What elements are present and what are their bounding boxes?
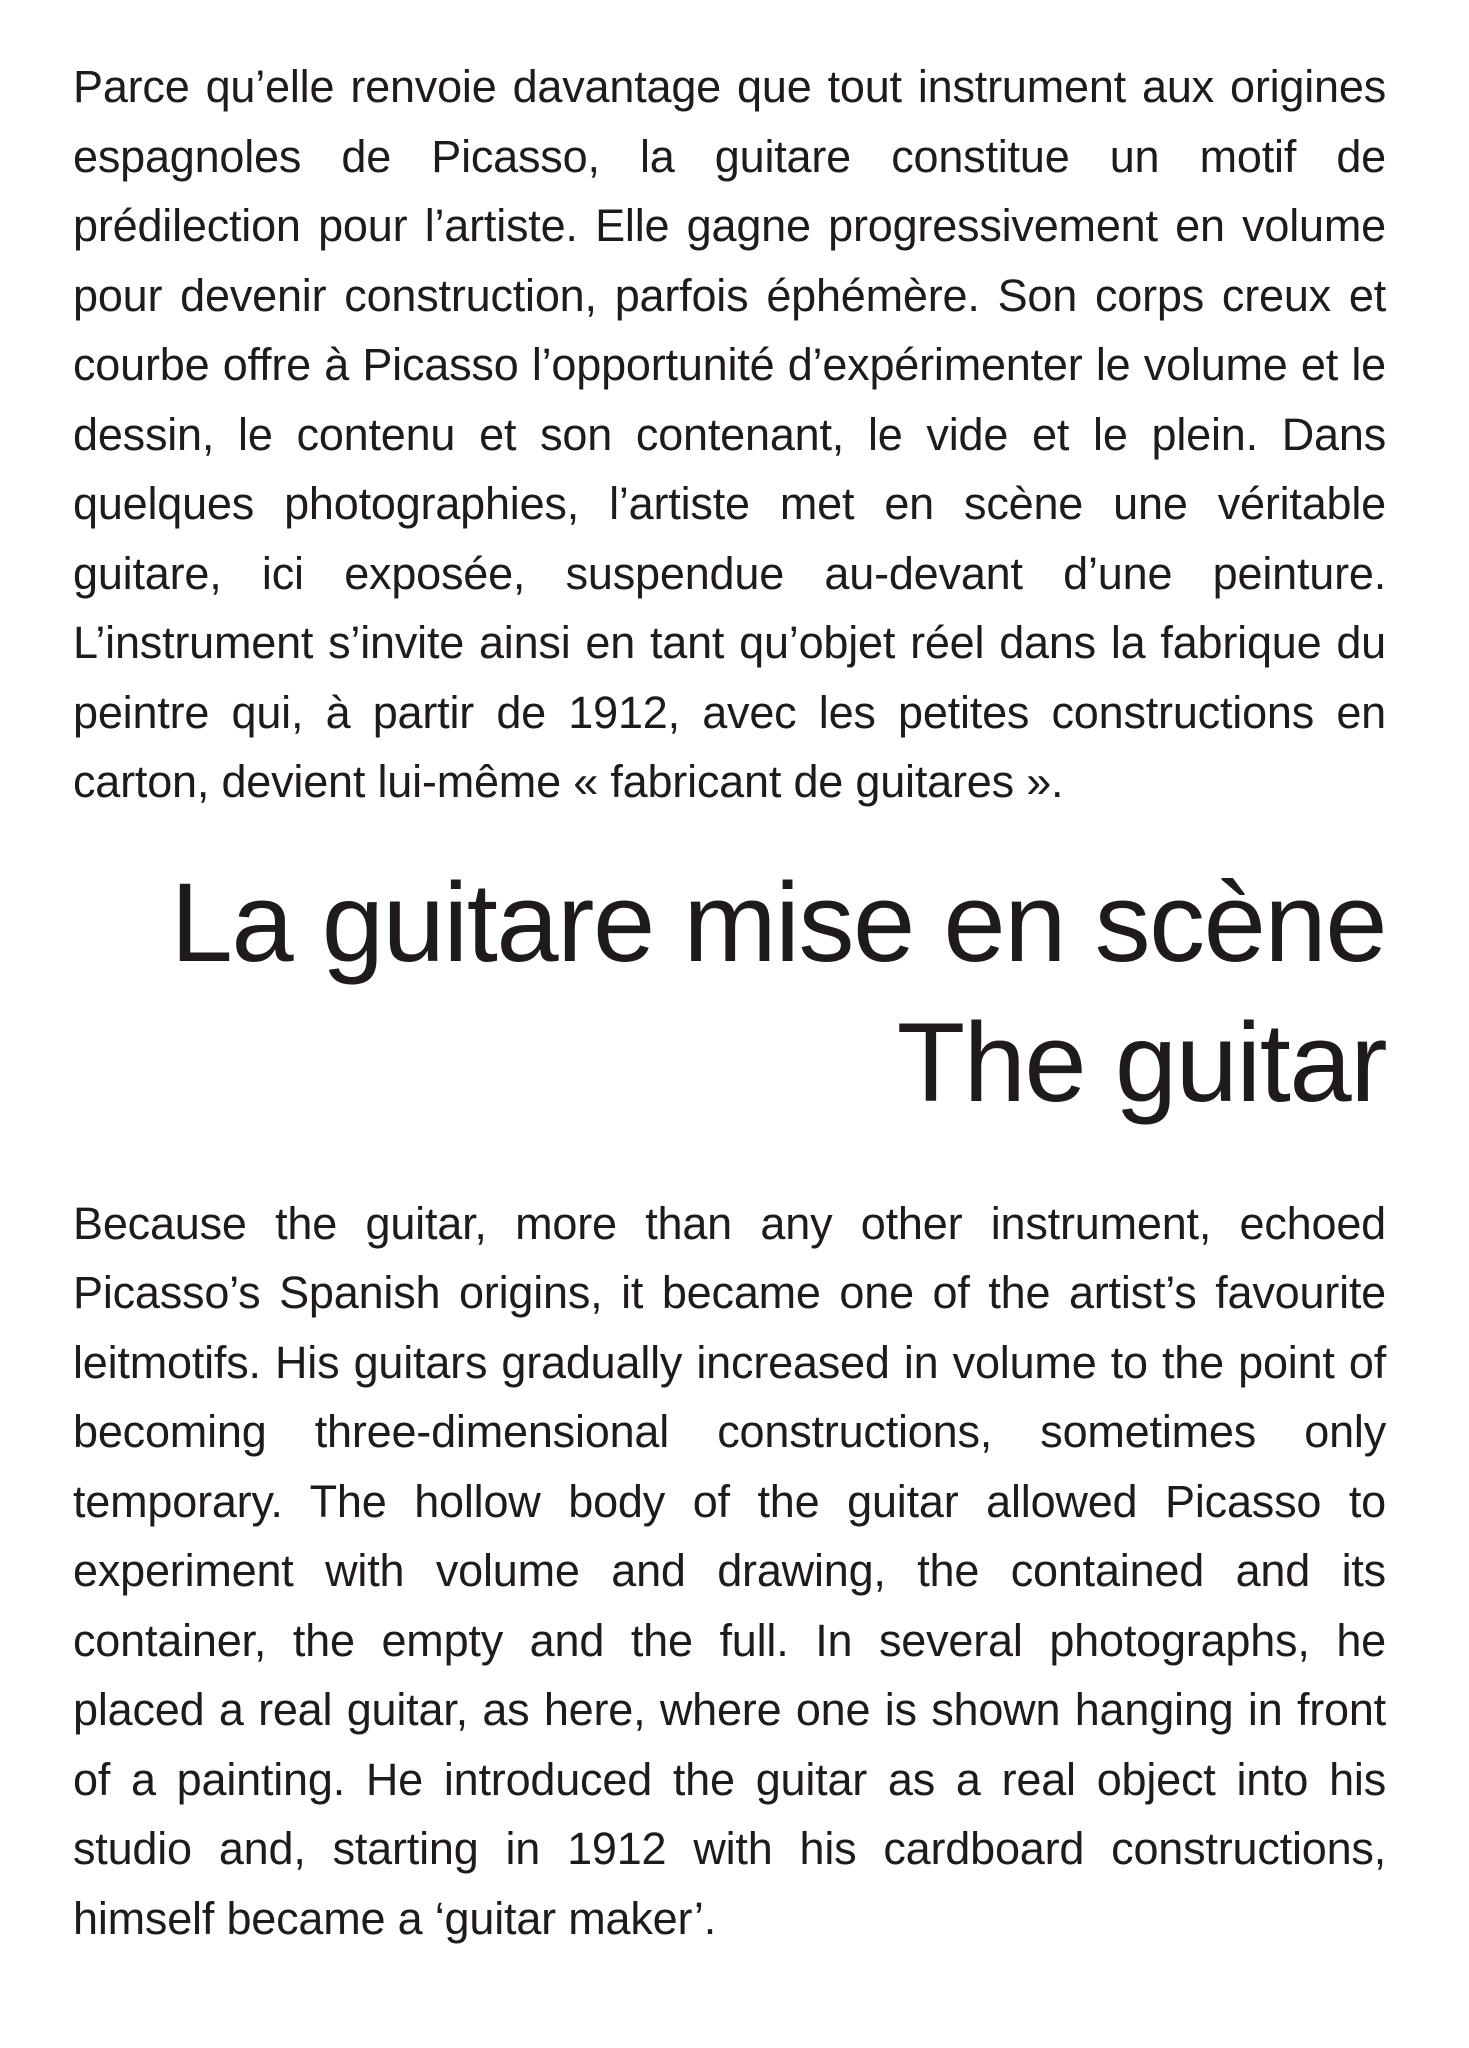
- english-title: The guitar: [896, 999, 1386, 1125]
- french-paragraph: Parce qu’elle renvoie davantage que tout instrument aux origines espagnoles de Picasso, la guitare constitue un motif de prédilection pour l’artiste. Elle gagne progressivement en volume pour devenir construction, parfois éphémère. Son corps creux et courbe offre à Picasso l’opportunité d’expérimenter le volume et le dessin, le contenu et son contenant, le vide et le plein. Dans quelques photographies, l’artiste met en scène une véritable guitare, ici exposée, suspendue au-devant d’une peinture. L’instrument s’invite ainsi en tant qu’objet réel dans la fabrique du peintre qui, à partir de 1912, avec les petites constructions en carton, devient lui-même « fabricant de guitares ».: [73, 61, 1386, 807]
- english-paragraph: Because the guitar, more than any other instrument, echoed Picasso’s Spanish origins, it became one of the artist’s favourite leitmotifs. His guitars gradually increased in volume to the point of becoming three-dimensional constructions, sometimes only temporary. The hollow body of the guitar allowed Picasso to experiment with volume and drawing, the contained and its container, the empty and the full. In several photographs, he placed a real guitar, as here, where one is shown hanging in front of a painting. He introduced the guitar as a real object into his studio and, starting in 1912 with his cardboard constructions, himself became a ‘guitar maker’.: [73, 1197, 1386, 1944]
- french-title: La guitare mise en scène: [170, 859, 1386, 985]
- title-block: [73, 853, 1386, 1133]
- document-page: [73, 52, 1386, 1953]
